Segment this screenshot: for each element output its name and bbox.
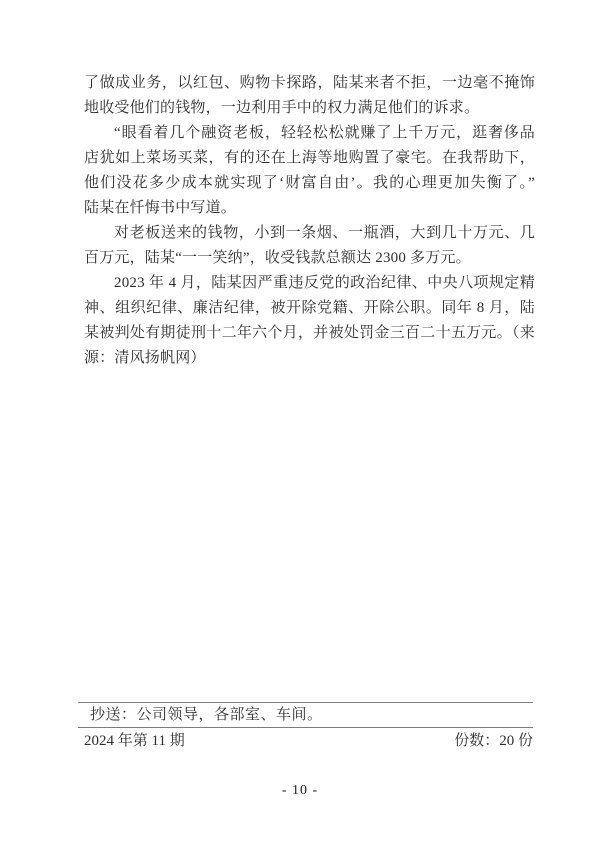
paragraph [84,71,535,121]
text-line: 陆某在忏悔书中写道。 [84,200,237,216]
issue-number: 2024 年第 11 期 [84,733,185,749]
text-line: 神、组织纪律、廉洁纪律，被开除党籍、开除公职。同年 8 月，陆 [84,300,535,316]
text-line: “眼看着几个融资老板，轻轻松松就赚了上千万元，逛奢侈品 [114,125,535,141]
paragraph [84,271,535,371]
paragraph [84,221,535,271]
text-line: 店犹如上菜场买菜，有的还在上海等地购置了豪宅。在我帮助下， [84,150,535,166]
text-line: 2023 年 4 月，陆某因严重违反党的政治纪律、中央八项规定精 [114,275,535,291]
text-line: 了做成业务，以红包、购物卡探路，陆某来者不拒，一边毫不掩饰 [84,75,535,91]
text-line: 源：清风扬帆网） [84,350,206,366]
page-number: - 10 - [281,783,319,798]
issue-row [84,730,533,752]
document-body [84,71,535,371]
cc-line: 抄送：公司领导，各部室、车间。 [90,707,323,723]
copies-count: 份数：20 份 [454,733,533,749]
text-line: 地收受他们的钱物，一边利用手中的权力满足他们的诉求。 [84,100,480,116]
text-line: 对老板送来的钱物，小到一条烟、一瓶酒，大到几十万元、几 [114,225,535,241]
paragraph [84,121,535,221]
footer-rule-bottom [78,727,533,728]
text-line: 他们没花多少成本就实现了‘财富自由’。我的心理更加失衡了。” [84,175,535,191]
text-line: 百万元，陆某“一一笑纳”，收受钱款总额达 2300 多万元。 [84,250,471,266]
text-line: 某被判处有期徒刑十二年六个月，并被处罚金三百二十五万元。（来 [84,325,535,341]
footer-rule-top [78,702,533,703]
